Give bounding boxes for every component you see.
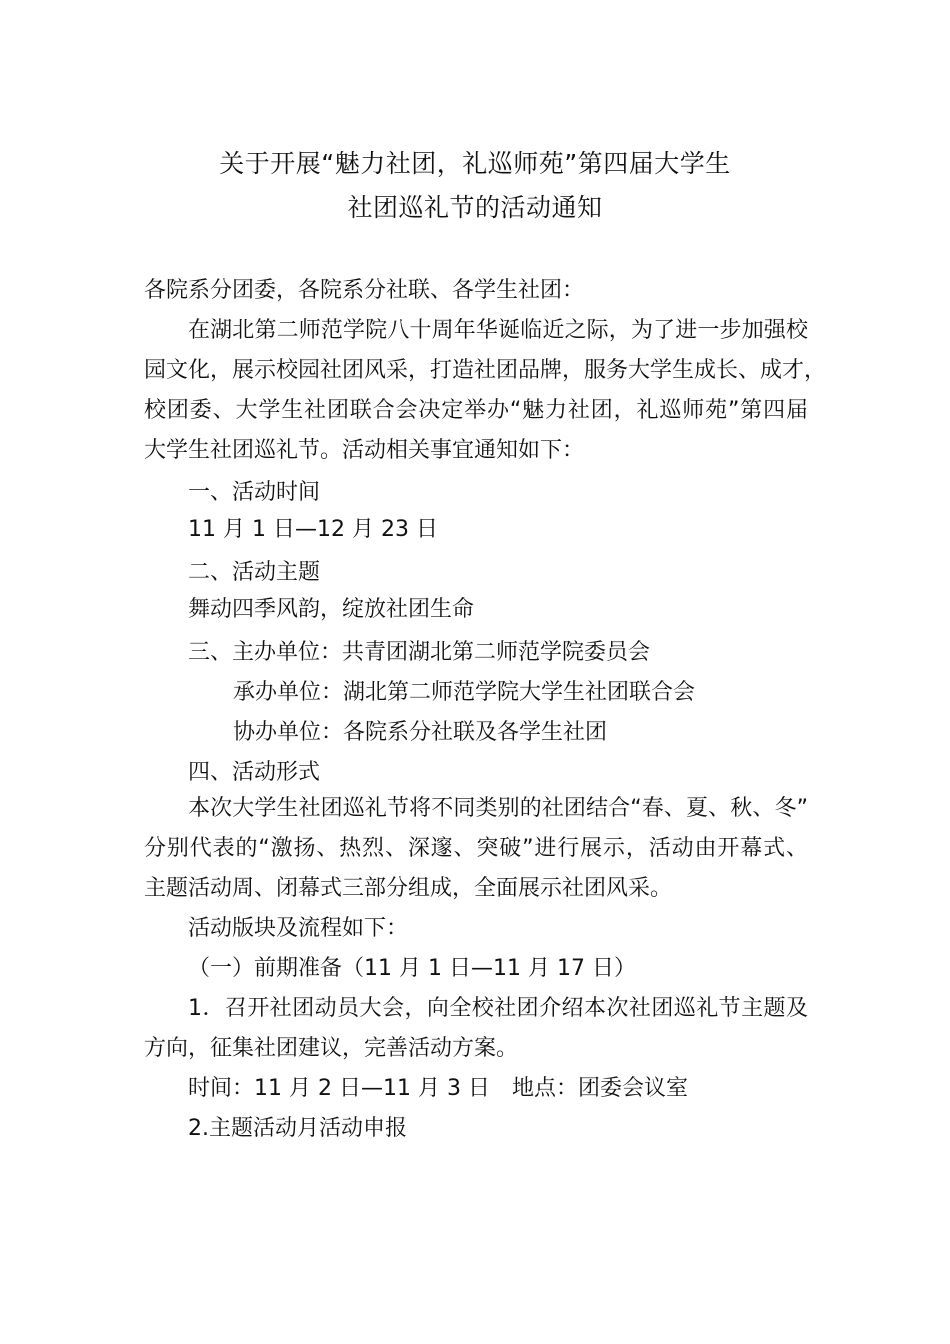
section-3-organizer: 三、主办单位：共青团湖北第二师范学院委员会 (188, 640, 651, 665)
phase-1-heading: （一）前期准备（11 月 1 日—11 月 17 日） (188, 956, 636, 981)
item-1-line-2: 方向，征集社团建议，完善活动方案。 (144, 1036, 519, 1061)
section-3-host: 承办单位：湖北第二师范学院大学生社团联合会 (233, 680, 696, 705)
section-4-line-3: 主题活动周、闭幕式三部分组成，全面展示社团风采。 (144, 876, 673, 901)
item-1-time-location: 时间：11 月 2 日—11 月 3 日 地点：团委会议室 (188, 1076, 688, 1101)
intro-line-1: 在湖北第二师范学院八十周年华诞临近之际，为了进一步加强校 (188, 318, 808, 343)
section-1-body: 11 月 1 日—12 月 23 日 (188, 517, 438, 542)
section-4-line-2: 分别代表的“激扬、热烈、深邃、突破”进行展示，活动由开幕式、 (144, 836, 808, 861)
section-2-heading: 二、活动主题 (188, 560, 321, 585)
item-2: 2.主题活动月活动申报 (188, 1116, 407, 1141)
salutation: 各院系分团委，各院系分社联、各学生社团： (144, 278, 585, 303)
section-1-heading: 一、活动时间 (188, 480, 321, 505)
flow-intro: 活动版块及流程如下： (188, 916, 409, 941)
intro-line-4: 大学生社团巡礼节。活动相关事宜通知如下： (144, 438, 585, 463)
section-2-body: 舞动四季风韵，绽放社团生命 (188, 597, 475, 622)
intro-line-2: 园文化，展示校园社团风采，打造社团品牌，服务大学生成长、成才， (144, 358, 827, 383)
document-title-line-2: 社团巡礼节的活动通知 (347, 193, 603, 222)
section-4-heading: 四、活动形式 (188, 760, 321, 785)
intro-line-3: 校团委、大学生社团联合会决定举办“魅力社团，礼巡师苑”第四届 (144, 398, 808, 423)
item-1-line-1: 1．召开社团动员大会，向全校社团介绍本次社团巡礼节主题及 (188, 996, 808, 1021)
section-4-line-1: 本次大学生社团巡礼节将不同类别的社团结合“春、夏、秋、冬” (188, 796, 808, 821)
document-title-line-1: 关于开展“魅力社团，礼巡师苑”第四届大学生 (219, 149, 731, 178)
section-3-cohost: 协办单位：各院系分社联及各学生社团 (233, 720, 608, 745)
